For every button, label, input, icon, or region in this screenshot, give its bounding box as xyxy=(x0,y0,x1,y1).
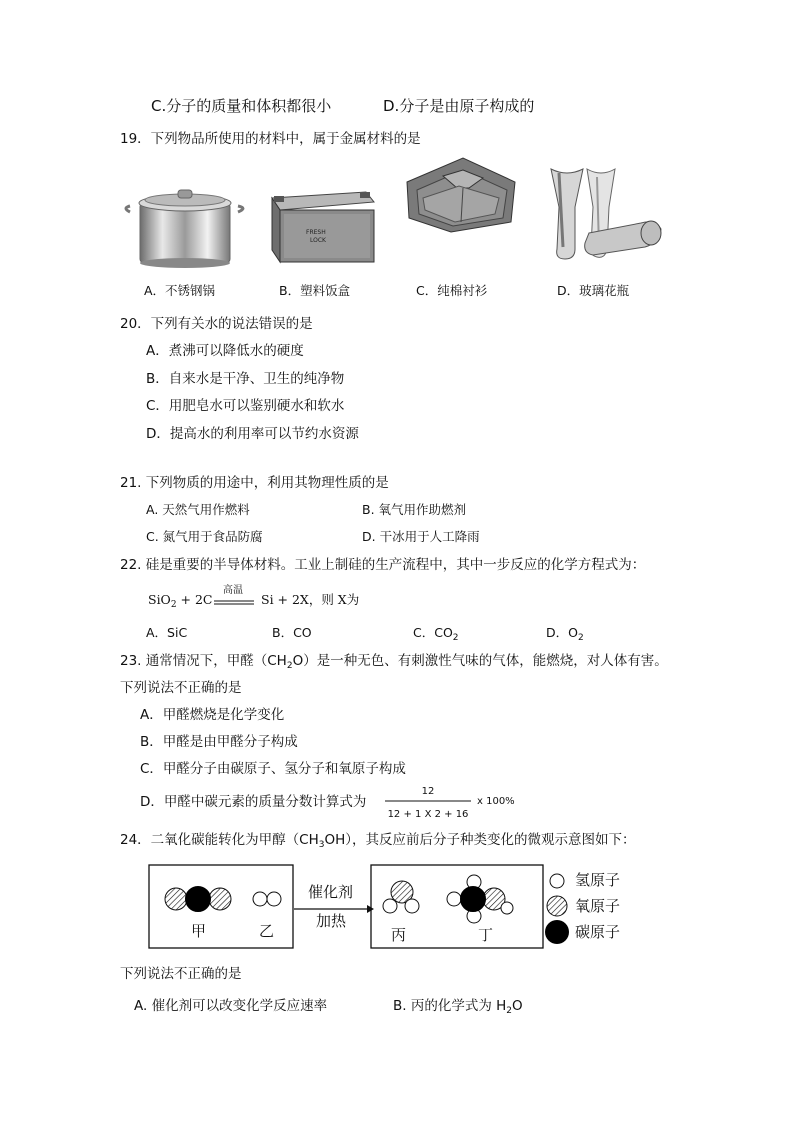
label-jia: 甲 xyxy=(191,922,207,940)
q20-option-c: C．用肥皂水可以鉴别硬水和软水 xyxy=(146,398,345,414)
q18-option-c: C.分子的质量和体积都很小 xyxy=(151,97,332,115)
label-bing: 丙 xyxy=(391,926,407,944)
q20-option-b: B．自来水是干净、卫生的纯净物 xyxy=(146,371,345,387)
q19-option-c: C．纯棉衬衫 xyxy=(416,283,488,298)
fraction-multiplier: x 100% xyxy=(477,796,515,807)
q19-option-d: D．玻璃花瓶 xyxy=(557,283,630,298)
label-ding: 丁 xyxy=(478,926,494,944)
q19-option-a: A．不锈钢锅 xyxy=(144,283,216,298)
q24-option-a: A. 催化剂可以改变化学反应速率 xyxy=(134,998,328,1014)
q23-stem-line2: 下列说法不正确的是 xyxy=(120,680,242,696)
q23-option-d: D．甲醛中碳元素的质量分数计算式为 xyxy=(140,794,367,810)
q21-option-a: A. 天然气用作燃料 xyxy=(146,502,250,517)
label-heat: 加热 xyxy=(316,912,347,930)
label-yi: 乙 xyxy=(259,922,275,940)
q23-stem: 23. 通常情况下，甲醛$(CH_2O)$是一种无色、有刺激性气味的气体，能燃烧，对人体有害。 xyxy=(120,653,668,671)
q22-option-b: B．CO xyxy=(272,625,312,640)
q22-equation-right: Si + 2X，则 X为 xyxy=(261,592,360,607)
q23-option-b: B．甲醛是由甲醛分子构成 xyxy=(140,734,298,750)
box-brand-text-2: LOCK xyxy=(310,237,326,244)
q22-reaction-condition: 高温 xyxy=(223,585,243,596)
steel-pot-image xyxy=(126,188,244,268)
q19-option-b: B．塑料饭盒 xyxy=(279,283,351,298)
q24-stem-line2: 下列说法不正确的是 xyxy=(120,966,242,982)
q24-stem: 24．二氧化碳能转化为甲醇$(CH_3OH)$，其反应前后分子种类变化的微观示意图如下： xyxy=(120,832,636,850)
q21-stem: 21. 下列物质的用途中，利用其物理性质的是 xyxy=(120,475,389,491)
label-catalyst: 催化剂 xyxy=(308,883,354,901)
q23-option-c: C．甲醛分子由碳原子、氢分子和氧原子构成 xyxy=(140,761,406,777)
box-brand-text-1: FRESH xyxy=(306,229,326,236)
cotton-shirts-image xyxy=(403,152,517,234)
equals-sign xyxy=(214,600,254,606)
q19-stem: 19．下列物品所使用的材料中，属于金属材料的是 xyxy=(120,131,421,147)
q21-option-d: D. 干冰用于人工降雨 xyxy=(362,529,480,544)
fraction-numerator: 12 xyxy=(421,786,435,797)
q22-stem: 22. 硅是重要的半导体材料。工业上制硅的生产流程中，其中一步反应的化学方程式为： xyxy=(120,557,646,573)
q24-option-b: B. 丙的化学式为 $H_2O$ xyxy=(393,998,523,1016)
q22-equation-left: SiO$_2$ + 2C xyxy=(148,592,213,610)
q23-option-a: A．甲醛燃烧是化学变化 xyxy=(140,707,285,723)
q21-option-c: C. 氮气用于食品防腐 xyxy=(146,529,263,544)
fraction-bar xyxy=(385,800,471,802)
q22-option-d: D．$O_2$ xyxy=(546,625,584,643)
q20-option-a: A．煮沸可以降低水的硬度 xyxy=(146,343,304,359)
q18-option-d: D.分子是由原子构成的 xyxy=(383,97,535,115)
q22-option-c: C．$CO_2$ xyxy=(413,625,459,643)
q20-option-d: D．提高水的利用率可以节约水资源 xyxy=(146,426,359,442)
legend-hydrogen: 氢原子 xyxy=(575,871,621,889)
plastic-lunchbox-image xyxy=(266,188,378,270)
q21-option-b: B. 氧气用作助燃剂 xyxy=(362,502,467,517)
q20-stem: 20．下列有关水的说法错误的是 xyxy=(120,316,313,332)
legend-carbon: 碳原子 xyxy=(575,923,621,941)
q22-option-a: A．SiC xyxy=(146,625,188,640)
glass-vases-image xyxy=(545,167,663,267)
fraction-denominator: 12 + 1 X 2 + 16 xyxy=(387,809,469,820)
legend-oxygen: 氧原子 xyxy=(575,897,621,915)
